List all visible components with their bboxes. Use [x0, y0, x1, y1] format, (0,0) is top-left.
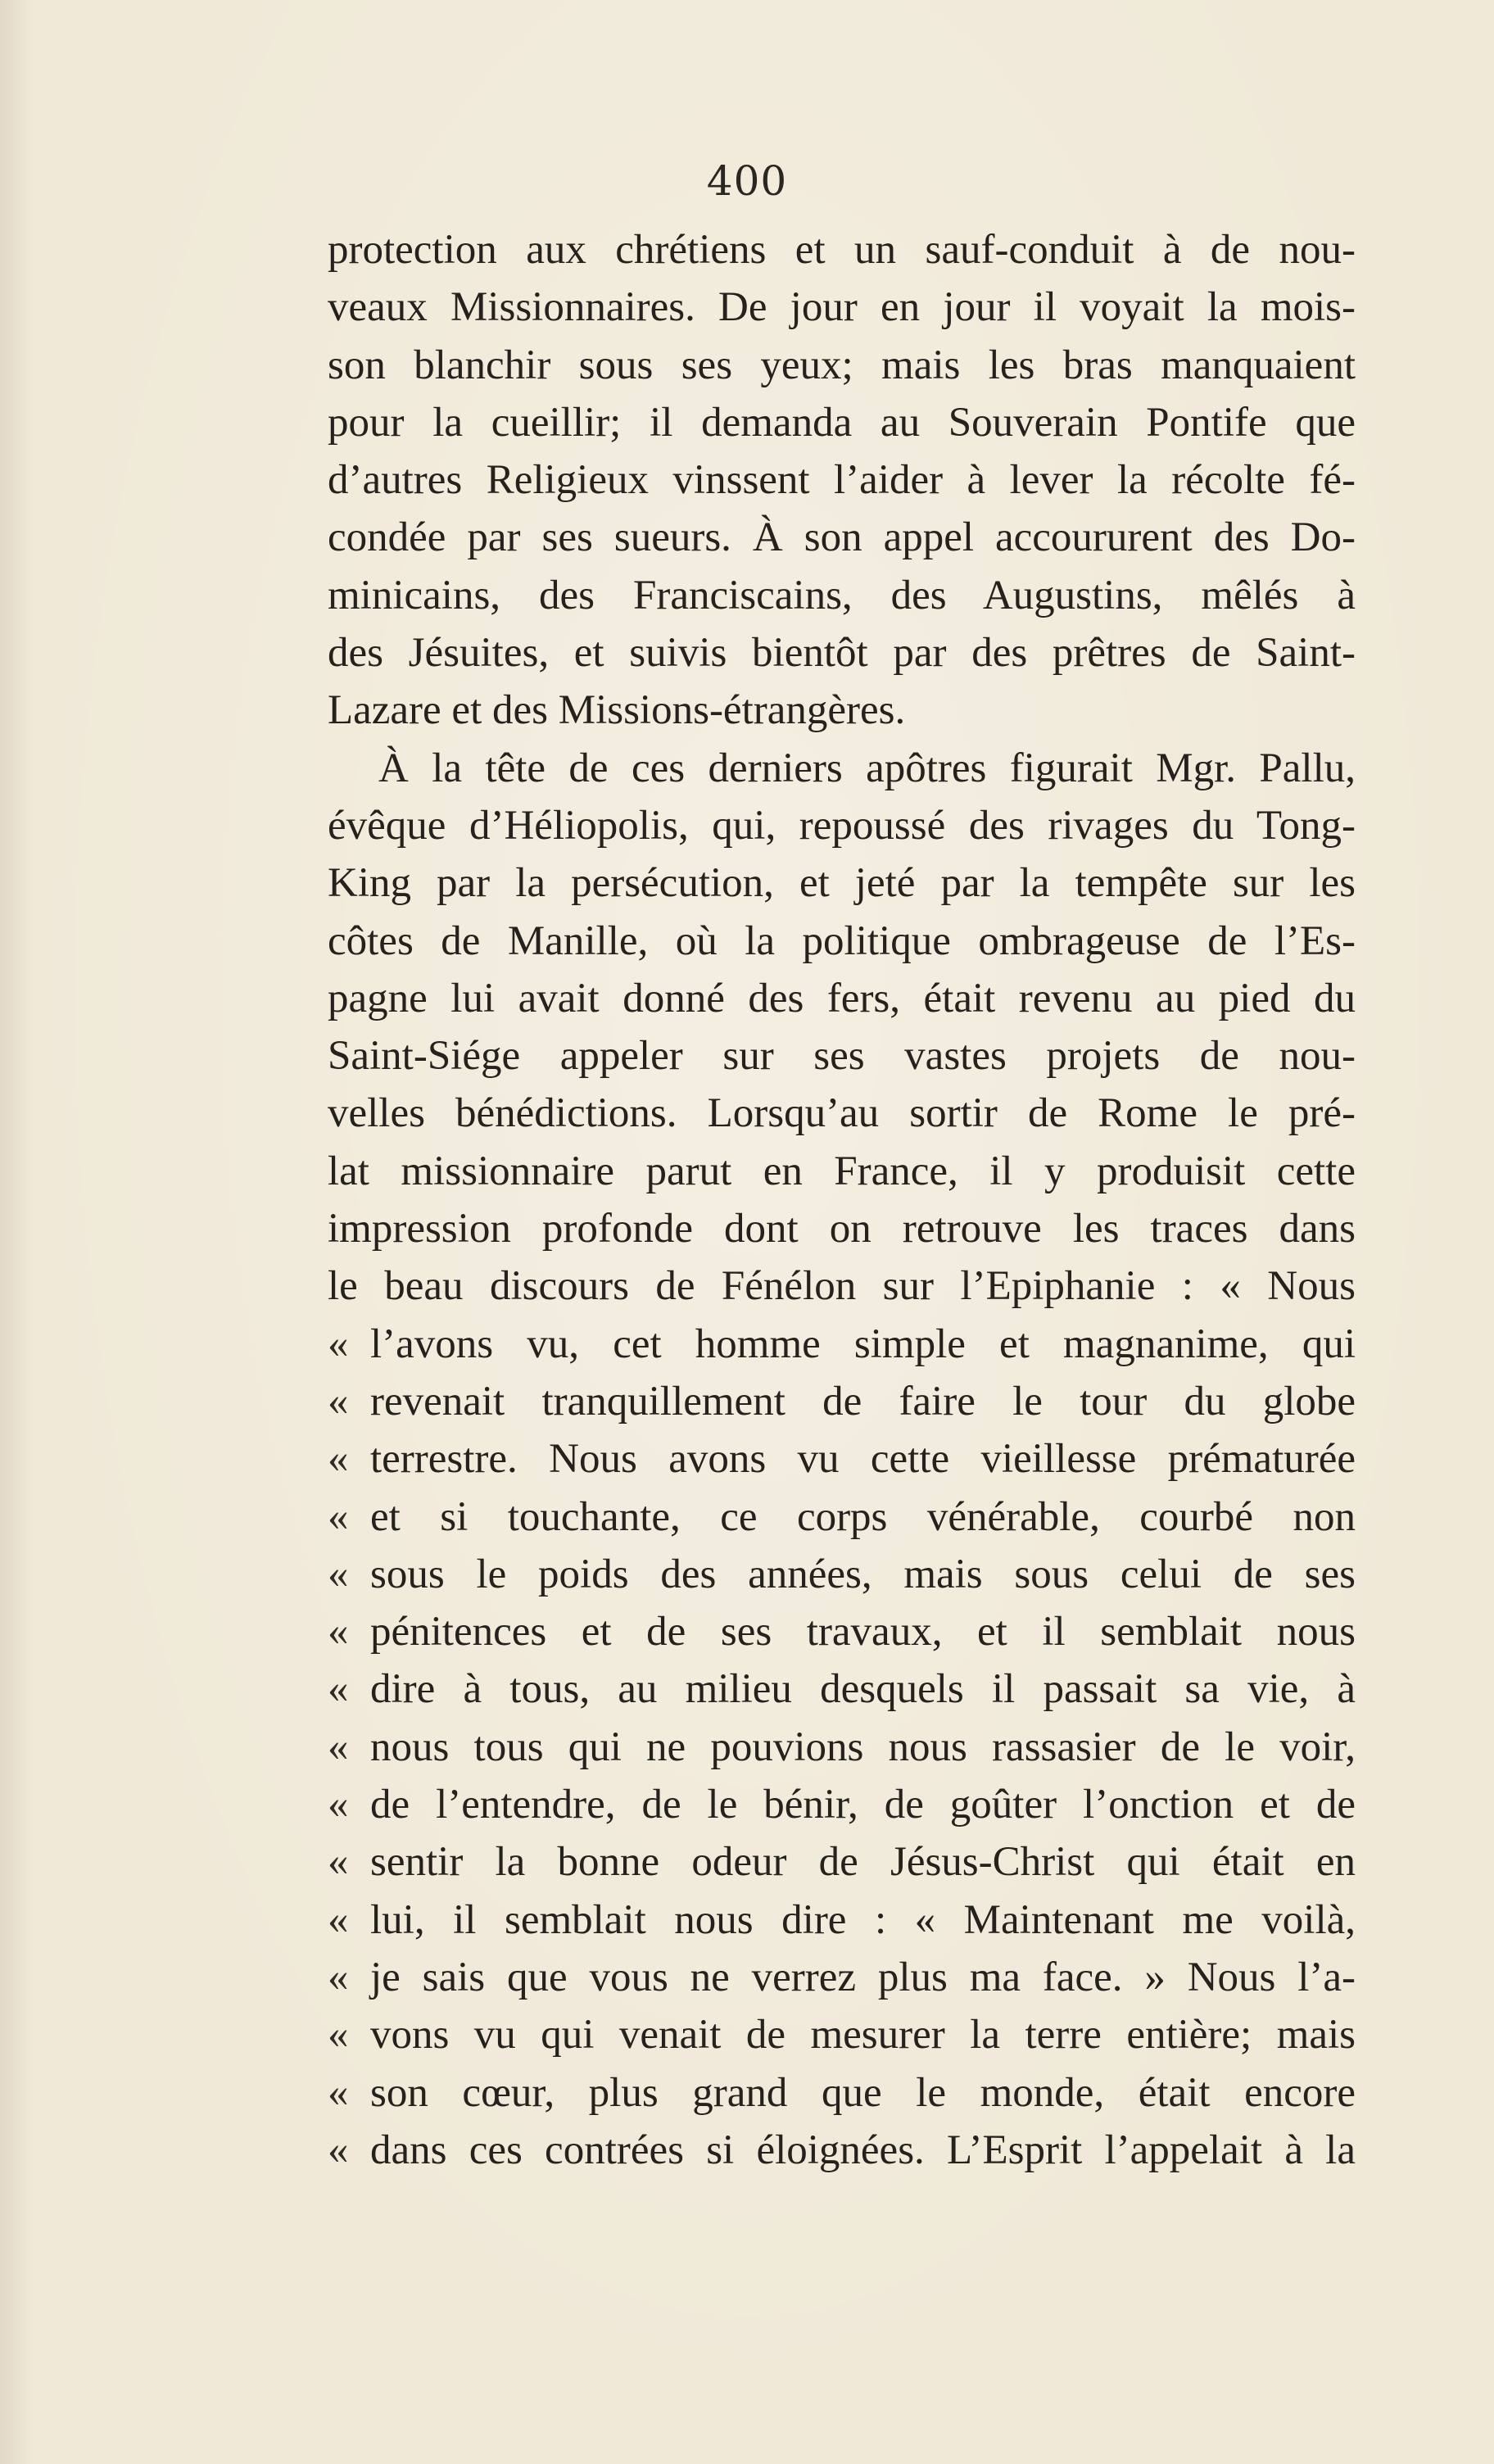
fenelon-quote: [328, 1316, 1356, 2179]
guillemet-mark: «: [328, 1378, 349, 1424]
text-line: veaux Missionnaires. De jour en jour il voyait la mois-: [328, 284, 1356, 331]
quote-text: lui, il semblait nous dire : « Maintenant me voilà,: [370, 1896, 1356, 1943]
quote-text: dans ces contrées si éloignées. L’Esprit l’appelait à la: [370, 2127, 1356, 2173]
text-line: protection aux chrétiens et un sauf-conduit à de nou-: [328, 227, 1356, 273]
guillemet-mark: «: [328, 1896, 349, 1943]
text-line: d’autres Religieux vinssent l’aider à lever la récolte fé-: [328, 457, 1356, 504]
text-line: Lazare et des Missions-étrangères.: [328, 687, 906, 734]
guillemet-mark: «: [328, 2069, 349, 2116]
text-line: pour la cueillir; il demanda au Souverain Pontife que: [328, 399, 1356, 446]
quote-line: [328, 1316, 1356, 1373]
quote-text: et si touchante, ce corps vénérable, courbé non: [370, 1493, 1356, 1540]
guillemet-mark: «: [328, 1493, 349, 1540]
quote-text: nous tous qui ne pouvions nous rassasier de le voir,: [370, 1723, 1356, 1770]
text-line: son blanchir sous ses yeux; mais les bras manquaient: [328, 342, 1356, 388]
quote-line: [328, 2064, 1356, 2122]
quote-text: terrestre. Nous avons vu cette vieillesse prématurée: [370, 1436, 1356, 1483]
quote-text: dire à tous, au milieu desquels il passait sa vie, à: [370, 1666, 1356, 1713]
quote-line: [328, 1546, 1356, 1603]
paragraph-1: [328, 221, 1356, 740]
quote-line: [328, 1719, 1356, 1776]
quote-line: [328, 1891, 1356, 1949]
guillemet-mark: «: [328, 2012, 349, 2059]
text-line: lat missionnaire parut en France, il y produisit cette: [328, 1148, 1356, 1194]
binding-shadow: [0, 0, 33, 2464]
guillemet-mark: «: [328, 1954, 349, 2000]
quote-text: pénitences et de ses travaux, et il semblait nous: [370, 1609, 1356, 1656]
text-line: condée par ses sueurs. À son appel accoururent des Do-: [328, 514, 1356, 561]
quote-line: [328, 1660, 1356, 1718]
text-line: minicains, des Franciscains, des Augustins, mêlés à: [328, 572, 1356, 618]
text-line: Saint-Siége appeler sur ses vastes projets de nou-: [328, 1033, 1356, 1080]
guillemet-mark: «: [328, 1551, 349, 1597]
quote-line: [328, 1833, 1356, 1891]
guillemet-mark: «: [328, 1782, 349, 1828]
quote-text: revenait tranquillement de faire le tour du globe: [370, 1378, 1356, 1424]
text-line: À la tête de ces derniers apôtres figurait Mgr. Pallu,: [378, 745, 1356, 791]
guillemet-mark: «: [328, 1666, 349, 1713]
text-line: le beau discours de Fénélon sur l’Epiphanie : « Nous: [328, 1263, 1356, 1310]
quote-text: sous le poids des années, mais sous celui de ses: [370, 1551, 1356, 1597]
guillemet-mark: «: [328, 1839, 349, 1886]
quote-text: son cœur, plus grand que le monde, était encore: [370, 2069, 1356, 2116]
quote-text: vons vu qui venait de mesurer la terre entière; mais: [370, 2012, 1356, 2059]
quote-text: l’avons vu, cet homme simple et magnanime, qui: [370, 1320, 1356, 1367]
guillemet-mark: «: [328, 1436, 349, 1483]
quote-line: [328, 1488, 1356, 1546]
quote-text: sentir la bonne odeur de Jésus-Christ qui était en: [370, 1839, 1356, 1886]
quote-text: je sais que vous ne verrez plus ma face. » Nous l’a-: [370, 1954, 1356, 2000]
page-number: 400: [706, 157, 788, 205]
text-line: velles bénédictions. Lorsqu’au sortir de Rome le pré-: [328, 1090, 1356, 1137]
text-line: impression profonde dont on retrouve les traces dans: [328, 1206, 1356, 1252]
text-line: King par la persécution, et jeté par la tempête sur les: [328, 860, 1356, 907]
guillemet-mark: «: [328, 1609, 349, 1656]
text-line: évêque d’Héliopolis, qui, repoussé des rivages du Tong-: [328, 802, 1356, 849]
quote-line: [328, 1603, 1356, 1660]
body-text: [328, 221, 1356, 2179]
text-line: côtes de Manille, où la politique ombrageuse de l’Es-: [328, 917, 1356, 964]
quote-line: [328, 1776, 1356, 1833]
guillemet-mark: «: [328, 1723, 349, 1770]
quote-line: [328, 1949, 1356, 2006]
quote-text: de l’entendre, de le bénir, de goûter l’onction et de: [370, 1782, 1356, 1828]
quote-line: [328, 2122, 1356, 2179]
guillemet-mark: «: [328, 1320, 349, 1367]
text-line: des Jésuites, et suivis bientôt par des prêtres de Saint-: [328, 630, 1356, 677]
text-line: pagne lui avait donné des fers, était revenu au pied du: [328, 975, 1356, 1021]
quote-line: [328, 1373, 1356, 1430]
quote-line: [328, 2006, 1356, 2063]
quote-line: [328, 1430, 1356, 1488]
paragraph-2: [328, 740, 1356, 1316]
guillemet-mark: «: [328, 2127, 349, 2173]
